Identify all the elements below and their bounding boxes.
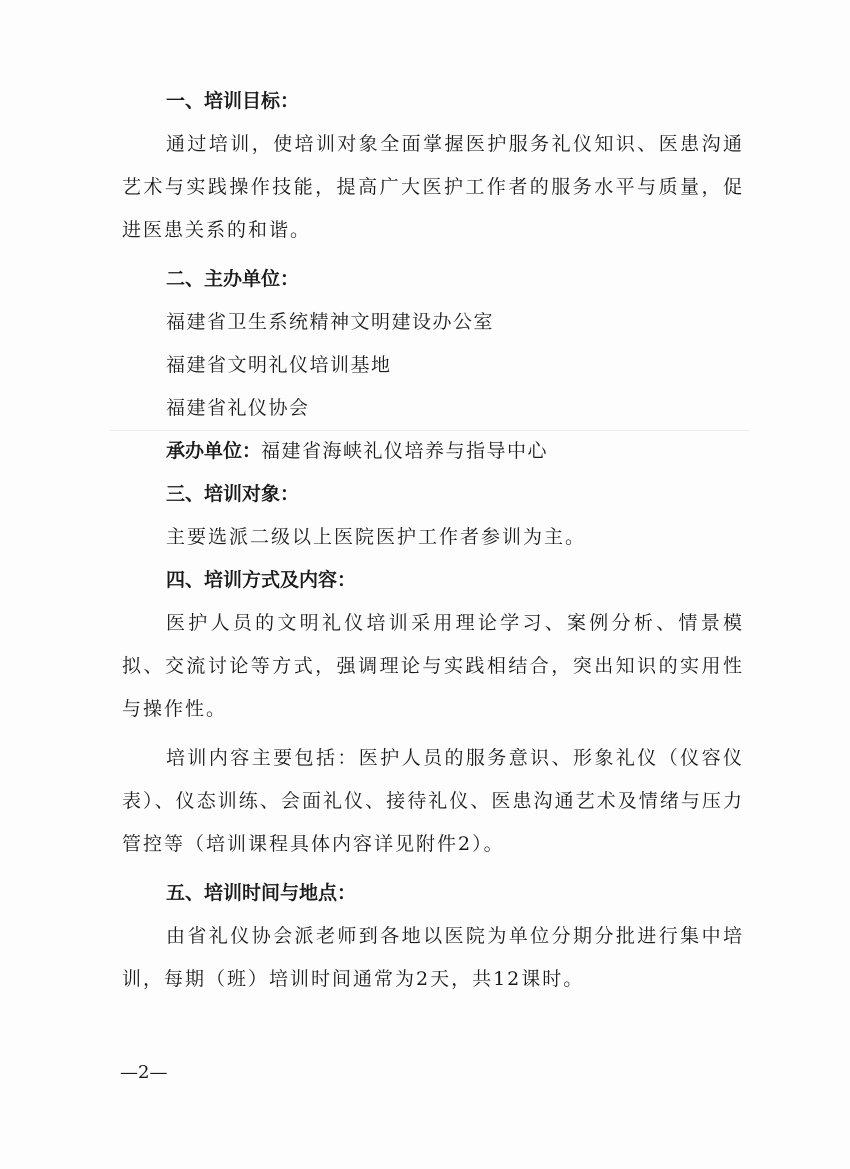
section-2-heading: 二、主办单位： xyxy=(166,268,300,290)
section-5-heading: 五、培训时间与地点： xyxy=(166,882,357,904)
document-body xyxy=(122,80,744,1001)
organizer-3: 福建省礼仪协会 xyxy=(166,397,310,419)
section-1-heading: 一、培训目标： xyxy=(166,90,300,112)
section-4-paragraph-2: 培训内容主要包括：医护人员的服务意识、形象礼仪（仪容仪表）、仪态训练、会面礼仪、接待礼仪、医患沟通艺术及情绪与压力管控等（培训课程具体内容详见附件2）。 xyxy=(122,747,744,855)
section-5-paragraph: 由省礼仪协会派老师到各地以医院为单位分期分批进行集中培训，每期（班）培训时间通常为2天，共12课时。 xyxy=(122,925,744,990)
section-3-paragraph: 主要选派二级以上医院医护工作者参训为主。 xyxy=(166,526,587,548)
section-4-paragraph-1: 医护人员的文明礼仪培训采用理论学习、案例分析、情景模拟、交流讨论等方式，强调理论与实践相结合，突出知识的实用性与操作性。 xyxy=(122,612,744,720)
section-1-paragraph: 通过培训，使培训对象全面掌握医护服务礼仪知识、医患沟通艺术与实践操作技能，提高广大医护工作者的服务水平与质量，促进医患关系的和谐。 xyxy=(122,133,744,241)
host-value: 福建省海峡礼仪培养与指导中心 xyxy=(261,440,549,462)
host-label: 承办单位： xyxy=(166,440,262,462)
section-3-heading: 三、培训对象： xyxy=(166,483,300,505)
organizer-2: 福建省文明礼仪培训基地 xyxy=(166,354,392,376)
page-number: —2— xyxy=(120,1062,168,1083)
host-line xyxy=(122,430,744,473)
organizer-1: 福建省卫生系统精神文明建设办公室 xyxy=(166,311,495,333)
section-4-heading: 四、培训方式及内容： xyxy=(166,569,357,591)
